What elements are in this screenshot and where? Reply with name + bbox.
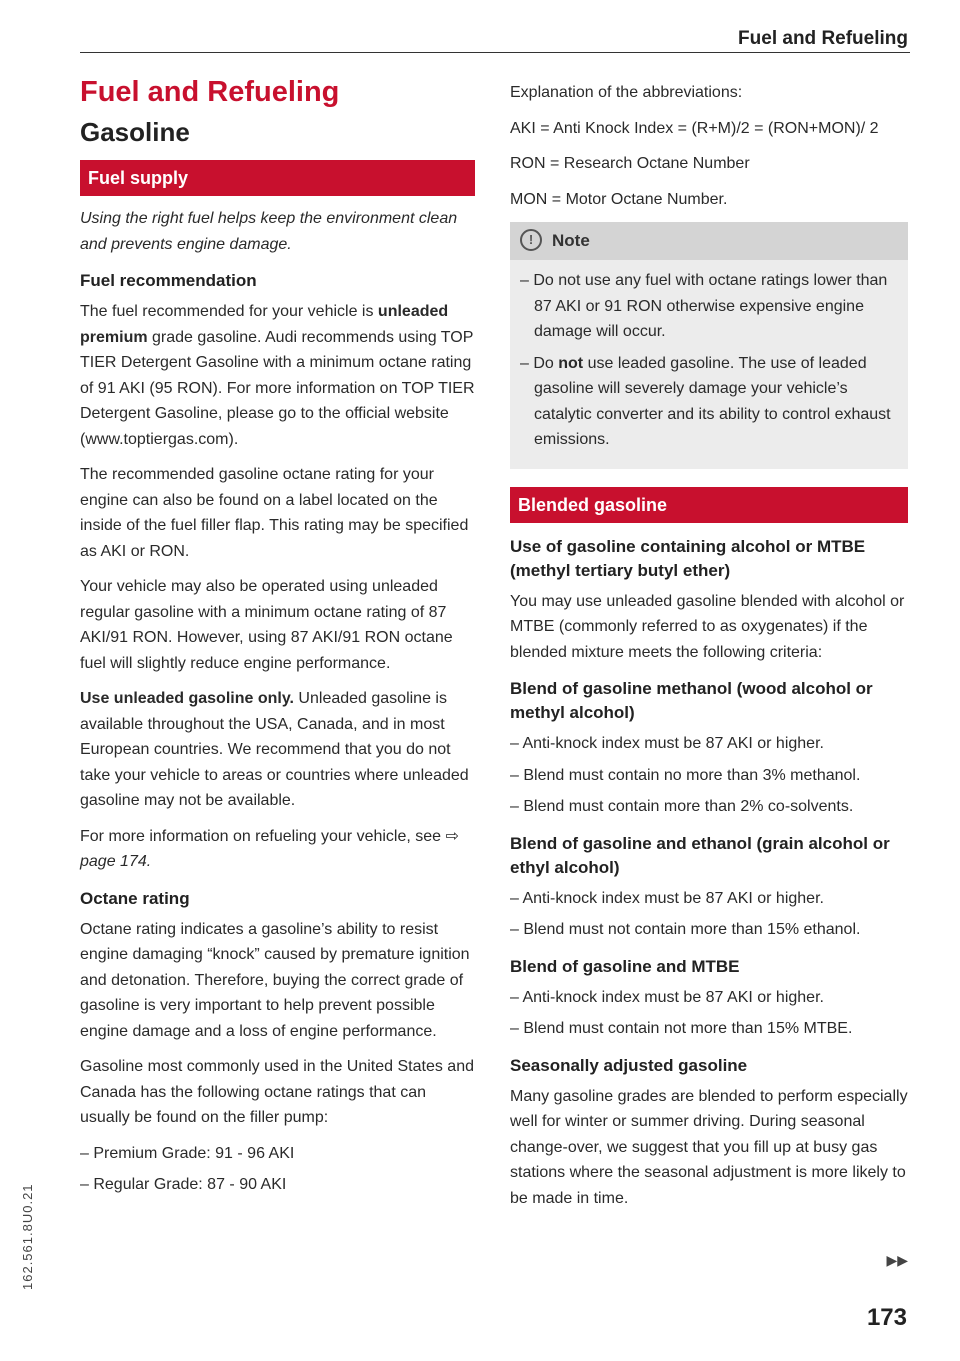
unleaded-only-text: Use unleaded gasoline only. Unleaded gasoline is available throughout the USA, Canada, and in most European countries. We recommend that you do not take your vehicle to areas or countries where unleaded gasoline may not be available. bbox=[80, 690, 469, 809]
seasonal-text: Many gasoline grades are blended to perform especially well for winter or summer driving. During seasonal change-over, we suggest that you fill up at busy gas stations where the seasonal adjustment is more likely to be made in time. bbox=[510, 1087, 908, 1207]
fuel-supply-band: Fuel supply bbox=[80, 160, 475, 196]
continue-arrow-icon: ▶▶ bbox=[886, 1252, 908, 1268]
fuel-recommendation-text: The fuel recommended for your vehicle is unleaded premium grade gasoline. Audi recommends using TOP TIER Detergent Gasoline with a minimum octane rating of 91 AKI (95 RON). For more information on TOP TIER Detergent Gasoline, please go to the official website (www.toptiergas.com). bbox=[80, 303, 475, 448]
refueling-reference: For more information on refueling your vehicle, see ⇨ page 174. bbox=[80, 827, 459, 870]
right-column bbox=[510, 74, 908, 1221]
ron-definition: RON = Research Octane Number bbox=[510, 155, 750, 172]
seasonal-heading: Seasonally adjusted gasoline bbox=[510, 1055, 748, 1075]
note-body bbox=[510, 260, 908, 463]
list-item: – Anti-knock index must be 87 AKI or higher. bbox=[510, 735, 824, 752]
intro-text: Using the right fuel helps keep the environment clean and prevents engine damage. bbox=[80, 210, 458, 253]
list-item: – Blend must contain no more than 3% methanol. bbox=[510, 766, 861, 784]
page-number: 173 bbox=[866, 1304, 907, 1331]
regular-gasoline-text: Your vehicle may also be operated using unleaded regular gasoline with a minimum octane rating of 87 AKI/91 RON. However, using 87 AKI/91 RON octane fuel will slightly reduce engine performance. bbox=[80, 578, 453, 672]
mon-definition: MON = Motor Octane Number. bbox=[510, 190, 728, 208]
page-link[interactable]: ⇨ page 174. bbox=[80, 827, 459, 870]
list-item: – Anti-knock index must be 87 AKI or higher. bbox=[510, 889, 824, 907]
list-item: – Blend must contain more than 2% co-solvents. bbox=[510, 798, 854, 815]
octane-label-text: The recommended gasoline octane rating for your engine can also be found on a label located on the inside of the fuel filler flap. This rating may be specified as AKI or RON. bbox=[80, 466, 469, 560]
mtbe-heading: Blend of gasoline and MTBE bbox=[510, 956, 740, 976]
list-item: – Regular Grade: 87 - 90 AKI bbox=[80, 1176, 287, 1193]
octane-rating-heading: Octane rating bbox=[80, 888, 190, 908]
use-of-gasoline-heading: Use of gasoline containing alcohol or MTBE (methyl tertiary butyl ether) bbox=[510, 536, 866, 580]
note-item: – Do not use leaded gasoline. The use of leaded gasoline will severely damage your vehicle’s catalytic converter and its ability to control exhaust emissions. bbox=[520, 354, 891, 448]
chapter-title: Fuel and Refueling bbox=[80, 76, 340, 108]
methanol-heading: Blend of gasoline methanol (wood alcohol or methyl alcohol) bbox=[510, 679, 873, 722]
use-of-gasoline-text: You may use unleaded gasoline blended with alcohol or MTBE (commonly referred to as oxygenates) if the blended mixture meets the following criteria: bbox=[510, 592, 905, 661]
note-header: ! Note bbox=[510, 222, 908, 260]
list-item: – Anti-knock index must be 87 AKI or higher. bbox=[510, 988, 824, 1006]
section-title: Gasoline bbox=[80, 117, 190, 147]
note-box bbox=[510, 222, 908, 469]
ethanol-heading: Blend of gasoline and ethanol (grain alcohol or ethyl alcohol) bbox=[510, 833, 890, 877]
list-item: – Blend must contain not more than 15% MTBE. bbox=[510, 1020, 853, 1037]
blended-gasoline-band: Blended gasoline bbox=[510, 487, 908, 523]
octane-common-text: Gasoline most commonly used in the United States and Canada has the following octane ratings that can usually be found on the filler pump: bbox=[80, 1058, 474, 1126]
running-header: Fuel and Refueling bbox=[738, 28, 908, 49]
left-column bbox=[80, 74, 475, 1204]
info-icon: ! bbox=[520, 229, 542, 251]
aki-definition: AKI = Anti Knock Index = (R+M)/2 = (RON+MON)/ 2 bbox=[510, 119, 879, 137]
list-item: – Blend must not contain more than 15% ethanol. bbox=[510, 921, 861, 938]
document-code: 162.561.8U0.21 bbox=[20, 1183, 35, 1290]
list-item: – Premium Grade: 91 - 96 AKI bbox=[80, 1144, 295, 1162]
abbreviations-intro: Explanation of the abbreviations: bbox=[510, 84, 743, 101]
header-rule bbox=[80, 52, 910, 53]
octane-rating-text: Octane rating indicates a gasoline’s ability to resist engine damaging “knock” caused by premature ignition and detonation. Therefore, buying the correct grade of gasoline is very important to help prevent possible engine damage and a loss of engine performance. bbox=[80, 920, 470, 1040]
fuel-recommendation-heading: Fuel recommendation bbox=[80, 271, 257, 290]
note-item: – Do not use any fuel with octane ratings lower than 87 AKI or 91 RON otherwise expensive engine damage will occur. bbox=[520, 272, 888, 340]
